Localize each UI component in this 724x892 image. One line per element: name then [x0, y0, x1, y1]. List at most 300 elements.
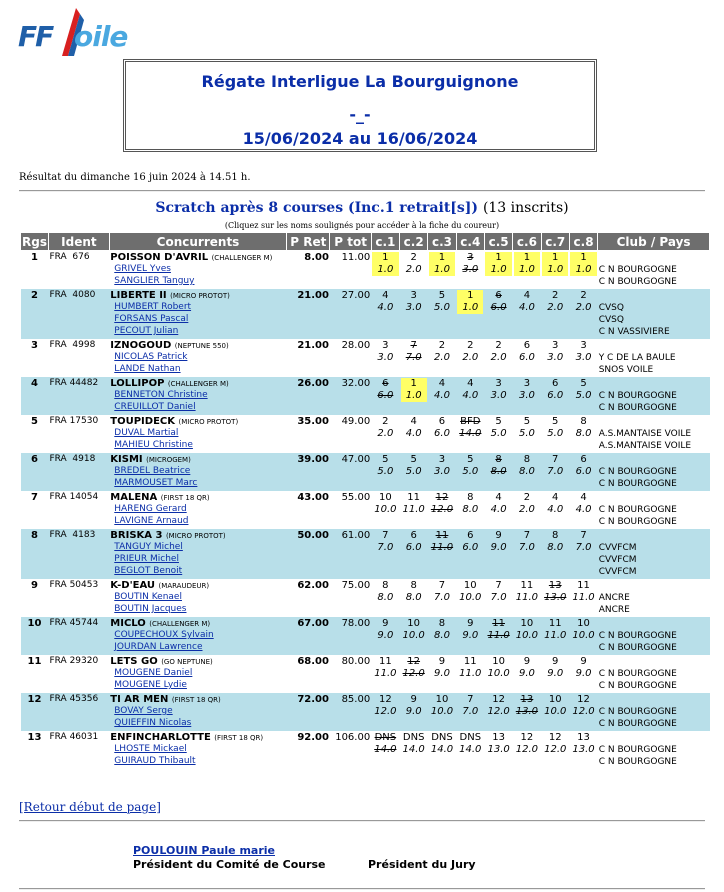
- race-place: 8: [438, 618, 446, 629]
- rank-cell: 5: [21, 415, 49, 453]
- club-cell: [598, 655, 710, 693]
- race-committee-president-label: Président du Comité de Course: [133, 858, 326, 871]
- race-result-cell: [541, 529, 569, 579]
- race-result-cell: [428, 491, 456, 529]
- race-score: 6.0: [490, 302, 507, 313]
- race-score: 7.0: [575, 542, 592, 553]
- club-cell: [598, 529, 710, 579]
- race-result-cell: [569, 579, 597, 617]
- race-place: 10: [548, 694, 562, 705]
- club-cell: [598, 579, 710, 617]
- boat-type: (FIRST 18 QR): [171, 696, 221, 704]
- rank-cell: 3: [21, 339, 49, 377]
- sailor-link[interactable]: LHOSTE Mickael: [114, 744, 187, 754]
- race-score: 1.0: [401, 390, 427, 402]
- column-header: c.3: [428, 233, 456, 251]
- rank-cell: 1: [21, 251, 49, 290]
- race-result-cell: [513, 491, 541, 529]
- club-name: CVSQ: [598, 315, 624, 325]
- table-row: [21, 579, 710, 617]
- race-place: 5: [382, 454, 389, 465]
- scratch-count: (13 inscrits): [482, 200, 569, 216]
- race-score: 10.0: [402, 630, 425, 641]
- race-score: 4.0: [405, 428, 422, 439]
- race-place: 10: [492, 656, 505, 667]
- sailor-link[interactable]: PECOUT Julian: [114, 326, 179, 336]
- race-place: 8: [552, 530, 559, 541]
- race-score: 10.0: [487, 668, 510, 679]
- race-officer-name-link[interactable]: POULOUIN Paule marie: [133, 844, 275, 857]
- rank-cell: 11: [21, 655, 49, 693]
- race-score: 3.0: [434, 466, 450, 477]
- race-place: 7: [495, 580, 502, 591]
- rank-cell: 6: [21, 453, 49, 491]
- total-points-cell: 85.00: [330, 693, 371, 731]
- race-score: 3.0: [462, 264, 479, 275]
- sail-number-cell: FRA 17530: [48, 415, 109, 453]
- race-result-cell: [428, 617, 456, 655]
- race-score: 8.0: [462, 504, 479, 515]
- race-place: 6: [410, 530, 417, 541]
- race-score: 1.0: [457, 302, 483, 314]
- boat-type: (MICRO PROTOT): [178, 418, 239, 426]
- race-score: 2.0: [547, 302, 564, 313]
- race-score: 5.0: [518, 428, 535, 439]
- race-place: DNS: [402, 732, 425, 743]
- sail-number-cell: FRA 4183: [48, 529, 109, 579]
- race-result-cell: [541, 453, 569, 491]
- race-place: 12: [548, 732, 562, 743]
- race-place: 7: [467, 694, 474, 705]
- race-result-cell: [400, 251, 428, 290]
- race-score: 5.0: [547, 428, 564, 439]
- sail-number-cell: FRA 29320: [48, 655, 109, 693]
- sailor-link[interactable]: BEGLOT Benoit: [114, 566, 183, 576]
- race-score: 10.0: [430, 706, 454, 717]
- boat-name: POISSON D'AVRIL: [110, 252, 209, 263]
- race-place: 9: [467, 618, 474, 629]
- sailor-link[interactable]: MOUGENE Lydie: [114, 680, 187, 690]
- sailor-link[interactable]: BOUTIN Jacques: [114, 604, 187, 614]
- race-place: 4: [410, 416, 417, 427]
- table-row: [21, 377, 710, 415]
- total-points-cell: 27.00: [330, 289, 371, 339]
- race-score: 9.0: [405, 706, 422, 717]
- race-result-cell: [400, 453, 428, 491]
- club-cell: [598, 415, 710, 453]
- boat-name: LIBERTE II: [110, 290, 167, 301]
- club-name: SNOS VOILE: [598, 365, 654, 375]
- table-row: [21, 339, 710, 377]
- race-place: 7: [410, 340, 417, 351]
- race-place: 7: [523, 530, 531, 541]
- total-points-cell: 49.00: [330, 415, 371, 453]
- race-place: 12: [492, 694, 505, 705]
- race-result-cell: [484, 377, 512, 415]
- race-result-cell: [456, 693, 484, 731]
- competitor-cell: [109, 377, 286, 415]
- logo-oile-text: oile: [74, 20, 128, 53]
- race-place: 3: [580, 340, 587, 351]
- race-result-cell: [371, 289, 399, 339]
- race-result-cell: [484, 251, 512, 290]
- race-place: 6: [580, 454, 587, 465]
- race-place: 2: [438, 340, 446, 351]
- event-title: Régate Interligue La Bourguignone: [201, 72, 519, 91]
- race-result-cell: [456, 415, 484, 453]
- race-result-cell: [371, 529, 399, 579]
- net-points-cell: 35.00: [287, 415, 330, 453]
- race-score: 6.0: [377, 390, 394, 401]
- race-place: 4: [552, 492, 559, 503]
- race-score: 8.0: [405, 592, 422, 603]
- race-place: 13: [520, 694, 534, 705]
- race-result-cell: [513, 731, 541, 769]
- sailor-link[interactable]: FORSANS Pascal: [114, 314, 189, 324]
- rank-cell: 8: [21, 529, 49, 579]
- competitor-cell: [109, 453, 286, 491]
- race-score: 14.0: [402, 744, 425, 755]
- race-score: 9.0: [434, 668, 450, 679]
- race-score: 14.0: [374, 744, 397, 755]
- race-result-cell: [541, 491, 569, 529]
- competitor-cell: [109, 655, 286, 693]
- race-score: 6.0: [405, 542, 422, 553]
- race-score: 4.0: [547, 504, 564, 515]
- boat-name: LOLLIPOP: [110, 378, 165, 389]
- net-points-cell: 8.00: [287, 251, 330, 290]
- sail-number-cell: FRA 14054: [48, 491, 109, 529]
- boat-type: (CHALLENGER M): [167, 380, 229, 388]
- total-points-cell: 47.00: [330, 453, 371, 491]
- boat-type: (FIRST 18 QR): [160, 494, 210, 502]
- sailor-link[interactable]: DUVAL Martial: [114, 428, 179, 438]
- race-result-cell: [400, 289, 428, 339]
- sailor-link[interactable]: COUPECHOUX Sylvain: [114, 630, 214, 640]
- race-score: 3.0: [518, 390, 535, 401]
- race-result-cell: [456, 655, 484, 693]
- club-name: C N BOURGOGNE: [598, 277, 677, 287]
- race-result-cell: [569, 377, 597, 415]
- sailor-link[interactable]: CREUILLOT Daniel: [114, 402, 196, 412]
- race-result-cell: [428, 693, 456, 731]
- race-result-cell: [569, 251, 597, 290]
- jury-president-label: Président du Jury: [368, 858, 476, 871]
- net-points-cell: 21.00: [287, 339, 330, 377]
- race-result-cell: [456, 289, 484, 339]
- table-row: [21, 491, 710, 529]
- boat-name: MALENA: [110, 492, 158, 503]
- race-place: 10: [577, 618, 590, 629]
- race-place: 8: [580, 416, 587, 427]
- race-result-cell: [541, 655, 569, 693]
- club-name: C N BOURGOGNE: [598, 479, 677, 489]
- sail-number-cell: FRA 50453: [48, 579, 109, 617]
- race-place: 5: [580, 378, 587, 389]
- race-result-cell: [371, 377, 399, 415]
- hint-text: (Cliquez sur les noms soulignés pour accéder à la fiche du coureur): [224, 221, 500, 230]
- sailor-link[interactable]: BOUTIN Kenael: [114, 592, 182, 602]
- race-score: 12.0: [402, 668, 425, 679]
- race-score: 1.0: [570, 264, 596, 276]
- race-score: 14.0: [459, 744, 482, 755]
- race-place: 8: [382, 580, 389, 591]
- race-place: 9: [552, 656, 559, 667]
- boat-type: (FIRST 18 QR): [214, 734, 264, 742]
- race-score: 2.0: [518, 504, 535, 515]
- sail-number-cell: FRA 4918: [48, 453, 109, 491]
- race-place: 3: [552, 340, 559, 351]
- club-cell: [598, 693, 710, 731]
- sailor-link[interactable]: QUIEFFIN Nicolas: [114, 718, 192, 728]
- column-header: c.8: [569, 233, 597, 251]
- race-score: 4.0: [575, 504, 592, 515]
- race-result-cell: [456, 731, 484, 769]
- race-result-cell: [484, 731, 512, 769]
- race-score: 9.0: [490, 542, 507, 553]
- race-score: 4.0: [377, 302, 394, 313]
- sailor-link[interactable]: GUIRAUD Thibault: [114, 756, 196, 766]
- sailor-link[interactable]: TANGUY Michel: [114, 542, 183, 552]
- race-place: 3: [523, 378, 531, 389]
- scratch-title: Scratch après 8 courses (Inc.1 retrait[s]): [155, 200, 479, 216]
- race-place: 1: [485, 252, 511, 264]
- competitor-cell: [109, 289, 286, 339]
- club-name: C N BOURGOGNE: [598, 631, 677, 641]
- race-score: 7.0: [490, 592, 507, 603]
- race-result-cell: [541, 415, 569, 453]
- race-place: DNS: [431, 732, 453, 743]
- race-place: 2: [580, 290, 587, 301]
- race-score: 6.0: [434, 428, 450, 439]
- race-place: 12: [378, 694, 392, 705]
- race-result-cell: [400, 491, 428, 529]
- race-place: 10: [378, 492, 392, 503]
- race-result-cell: [456, 617, 484, 655]
- race-place: 9: [523, 656, 531, 667]
- club-cell: [598, 339, 710, 377]
- race-place: 11: [492, 618, 505, 629]
- race-result-cell: [371, 579, 399, 617]
- club-name: C N BOURGOGNE: [598, 403, 677, 413]
- race-place: 8: [523, 454, 531, 465]
- race-place: 5: [495, 416, 502, 427]
- race-result-cell: [371, 491, 399, 529]
- race-place: 7: [438, 580, 446, 591]
- race-result-cell: [513, 289, 541, 339]
- race-score: 13.0: [487, 744, 510, 755]
- club-cell: [598, 731, 710, 769]
- race-result-cell: [456, 339, 484, 377]
- total-points-cell: 55.00: [330, 491, 371, 529]
- sailor-link[interactable]: MAHIEU Christine: [114, 440, 193, 450]
- race-score: 10.0: [459, 592, 482, 603]
- race-result-cell: [569, 415, 597, 453]
- club-name: C N BOURGOGNE: [598, 707, 677, 717]
- race-result-cell: [456, 491, 484, 529]
- race-place: 10: [407, 618, 421, 629]
- race-result-cell: [541, 693, 569, 731]
- back-to-top-link[interactable]: [Retour début de page]: [19, 800, 161, 814]
- race-score: 7.0: [377, 542, 394, 553]
- race-result-cell: [371, 415, 399, 453]
- sailor-link[interactable]: PRIEUR Michel: [114, 554, 179, 564]
- total-points-cell: 61.00: [330, 529, 371, 579]
- sailor-link[interactable]: LAVIGNE Arnaud: [114, 516, 189, 526]
- race-result-cell: [400, 617, 428, 655]
- net-points-cell: 43.00: [287, 491, 330, 529]
- race-result-cell: [428, 529, 456, 579]
- boat-type: (GO NEPTUNE): [161, 658, 213, 666]
- net-points-cell: 72.00: [287, 693, 330, 731]
- sailor-link[interactable]: MOUGENE Daniel: [114, 668, 193, 678]
- table-row: [21, 617, 710, 655]
- race-place: 12: [577, 694, 590, 705]
- race-result-cell: [513, 529, 541, 579]
- total-points-cell: 80.00: [330, 655, 371, 693]
- club-cell: [598, 453, 710, 491]
- race-result-cell: [371, 339, 399, 377]
- race-place: 10: [463, 580, 477, 591]
- race-place: 2: [410, 252, 417, 263]
- boat-type: (CHALLENGER M): [149, 620, 211, 628]
- boat-name: TOUPIDECK: [110, 416, 175, 427]
- result-timestamp: Résultat du dimanche 16 juin 2024 à 14.51 h.: [19, 172, 251, 183]
- race-place: 10: [520, 618, 534, 629]
- race-place: 5: [523, 416, 531, 427]
- sailor-link[interactable]: SANGLIER Tanguy: [114, 276, 195, 286]
- race-result-cell: [456, 529, 484, 579]
- sailor-link[interactable]: GRIVEL Yves: [114, 264, 171, 274]
- race-result-cell: [400, 579, 428, 617]
- race-result-cell: [371, 693, 399, 731]
- table-row: [21, 453, 710, 491]
- race-result-cell: [456, 377, 484, 415]
- sailor-link[interactable]: BOVAY Serge: [114, 706, 173, 716]
- sailor-link[interactable]: NICOLAS Patrick: [114, 352, 188, 362]
- race-score: 2.0: [490, 352, 507, 363]
- sailor-link[interactable]: BENNETON Christine: [114, 390, 208, 400]
- race-result-cell: [513, 415, 541, 453]
- net-points-cell: 62.00: [287, 579, 330, 617]
- race-result-cell: [371, 731, 399, 769]
- competitor-cell: [109, 579, 286, 617]
- net-points-cell: 50.00: [287, 529, 330, 579]
- club-name: C N BOURGOGNE: [598, 265, 677, 275]
- table-row: [21, 415, 710, 453]
- race-place: 12: [407, 656, 421, 667]
- club-name: C N BOURGOGNE: [598, 719, 677, 729]
- race-place: 8: [410, 580, 417, 591]
- race-place: 2: [552, 290, 559, 301]
- race-result-cell: [569, 529, 597, 579]
- race-result-cell: [541, 377, 569, 415]
- race-score: 11.0: [544, 630, 567, 641]
- race-place: 4: [495, 492, 502, 503]
- race-score: 8.0: [518, 466, 535, 477]
- race-result-cell: [541, 289, 569, 339]
- race-place: 5: [410, 454, 417, 465]
- club-cell: [598, 289, 710, 339]
- race-score: 3.0: [575, 352, 592, 363]
- sailor-link[interactable]: MARMOUSET Marc: [114, 478, 198, 488]
- sail-number-cell: FRA 45356: [48, 693, 109, 731]
- club-name: CVSQ: [598, 303, 624, 313]
- race-score: 2.0: [377, 428, 394, 439]
- club-cell: [598, 491, 710, 529]
- race-score: 7.0: [462, 706, 479, 717]
- sailor-link[interactable]: HUMBERT Robert: [114, 302, 192, 312]
- event-dates: 15/06/2024 au 16/06/2024: [242, 129, 478, 148]
- race-place: 1: [429, 252, 455, 264]
- race-result-cell: [428, 655, 456, 693]
- boat-type: (MICRO PROTOT): [165, 532, 226, 540]
- club-name: C N BOURGOGNE: [598, 745, 677, 755]
- race-place: 13: [492, 732, 505, 743]
- rank-cell: 4: [21, 377, 49, 415]
- logo-ff-text: FF: [18, 20, 53, 53]
- race-score: 9.0: [377, 630, 394, 641]
- event-title-box: [123, 59, 597, 152]
- results-header-row: [21, 233, 710, 251]
- column-header: Rgs: [22, 234, 47, 249]
- race-result-cell: [371, 617, 399, 655]
- total-points-cell: 32.00: [330, 377, 371, 415]
- race-place: 6: [523, 340, 531, 351]
- sailor-link[interactable]: JOURDAN Lawrence: [114, 642, 203, 652]
- rank-cell: 2: [21, 289, 49, 339]
- race-place: 5: [552, 416, 559, 427]
- race-result-cell: [541, 579, 569, 617]
- race-place: 3: [382, 340, 389, 351]
- sailor-link[interactable]: BREDEL Beatrice: [114, 466, 191, 476]
- table-row: [21, 655, 710, 693]
- club-name: Y C DE LA BAULE: [598, 353, 676, 363]
- race-result-cell: [428, 251, 456, 290]
- race-result-cell: [428, 415, 456, 453]
- ffvoile-logo: [18, 6, 128, 56]
- table-row: [21, 693, 710, 731]
- race-score: 3.0: [490, 390, 507, 401]
- race-score: 11.0: [430, 542, 454, 553]
- race-score: 11.0: [572, 592, 595, 603]
- race-place: 7: [382, 530, 389, 541]
- race-place: 1: [570, 252, 596, 264]
- sailor-link[interactable]: LANDE Nathan: [114, 364, 181, 374]
- race-score: 3.0: [547, 352, 564, 363]
- competitor-cell: [109, 339, 286, 377]
- club-cell: [598, 617, 710, 655]
- race-result-cell: [400, 529, 428, 579]
- sailor-link[interactable]: HARENG Gerard: [114, 504, 187, 514]
- club-name: A.S.MANTAISE VOILE: [598, 429, 692, 439]
- column-header: c.2: [400, 233, 428, 251]
- race-score: 5.0: [377, 466, 394, 477]
- race-result-cell: [371, 655, 399, 693]
- race-score: 13.0: [572, 744, 595, 755]
- club-name: CVVFCM: [598, 543, 637, 553]
- race-score: 11.0: [459, 668, 482, 679]
- divider: [19, 820, 705, 822]
- race-score: 3.0: [405, 302, 422, 313]
- club-name: C N BOURGOGNE: [598, 681, 677, 691]
- club-name: C N BOURGOGNE: [598, 467, 677, 477]
- total-points-cell: 28.00: [330, 339, 371, 377]
- race-score: 5.0: [490, 428, 507, 439]
- club-name: ANCRE: [598, 605, 630, 615]
- table-row: [21, 251, 710, 290]
- race-result-cell: [513, 251, 541, 290]
